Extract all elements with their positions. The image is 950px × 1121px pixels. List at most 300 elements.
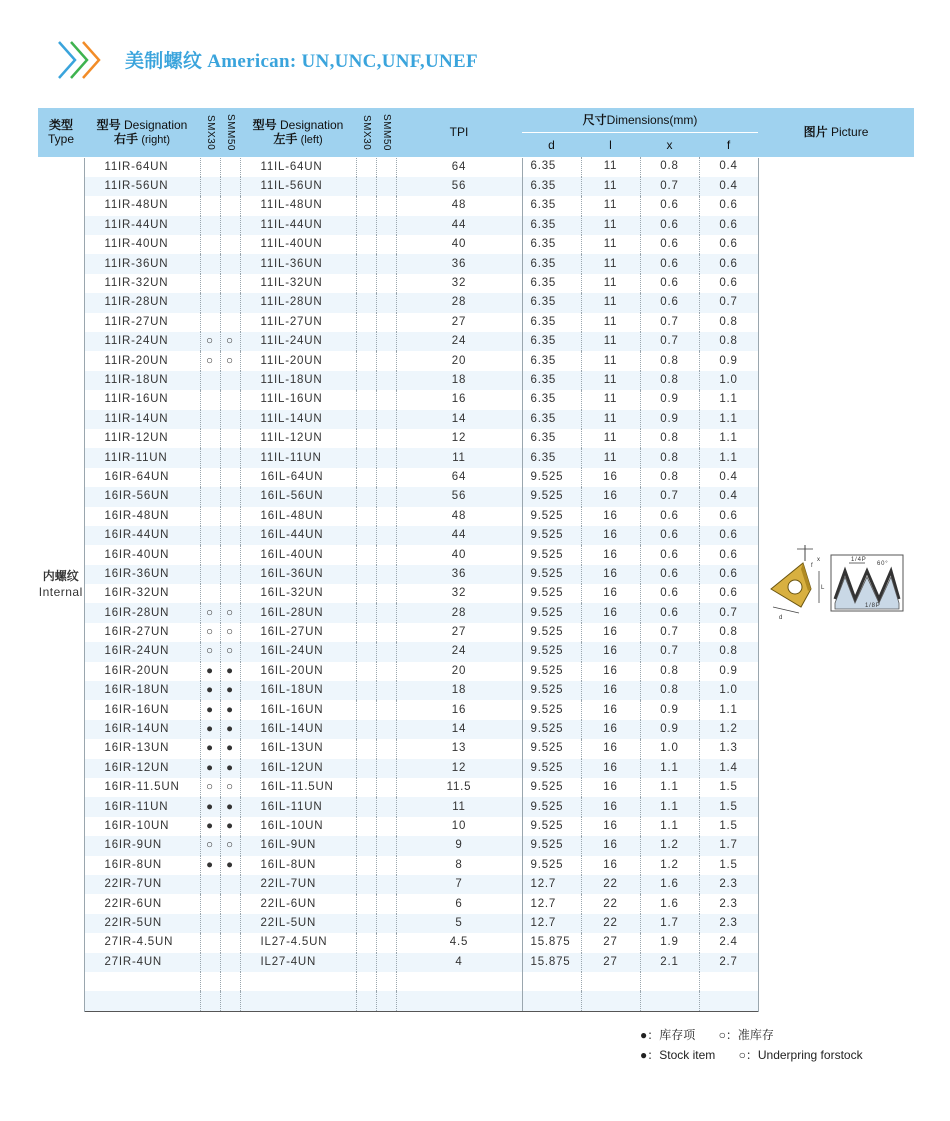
cell-designation-left <box>240 972 356 991</box>
cell-smx30-right <box>200 293 220 312</box>
cell-smm50-right <box>220 313 240 332</box>
cell-smx30-left <box>356 507 376 526</box>
cell-dim-d: 6.35 <box>522 254 581 273</box>
cell-designation-right: 11IR-16UN <box>104 393 169 406</box>
cell-dim-l: 16 <box>581 468 640 487</box>
cell-dim-x: 0.8 <box>640 662 699 681</box>
cell-smm50-left <box>376 410 396 429</box>
cell-tpi: 12 <box>451 432 467 445</box>
cell-smx30-left <box>356 953 376 972</box>
table-row <box>38 157 914 177</box>
cell-dim-l: 16 <box>581 584 640 603</box>
cell-smx30-right <box>200 507 220 526</box>
cell-smm50-right <box>220 565 240 584</box>
cell-smm50-right <box>220 972 240 991</box>
cell-dim-d: 9.525 <box>522 836 581 855</box>
cell-designation-left: 16IL-9UN <box>240 836 356 855</box>
cell-dim-f: 2.3 <box>699 894 758 913</box>
chevron-arrows-icon <box>55 38 115 82</box>
cell-smx30-left <box>356 817 376 836</box>
cell-designation-right: 16IR-10UN <box>104 819 170 832</box>
col-x: x <box>640 133 699 158</box>
cell-designation-right: 11IR-48UN <box>104 199 169 212</box>
cell-smx30-right: ○ <box>200 623 220 642</box>
cell-smm50-left <box>376 739 396 758</box>
cell-smx30-left <box>356 778 376 797</box>
cell-smx30-right <box>200 953 220 972</box>
cell-tpi: 4 <box>396 953 522 972</box>
cell-tpi: 9 <box>396 836 522 855</box>
cell-dim-f: 0.7 <box>699 603 758 622</box>
cell-dim-l: 16 <box>581 817 640 836</box>
cell-smx30-left <box>356 584 376 603</box>
col-l: l <box>581 133 640 158</box>
cell-smm50-right: ● <box>220 817 240 836</box>
table-body <box>38 157 914 1011</box>
cell-smx30-left <box>356 177 376 196</box>
cell-smm50-right <box>220 991 240 1011</box>
cell-dim-x: 0.9 <box>640 390 699 409</box>
cell-dim-x: 0.6 <box>640 603 699 622</box>
cell-dim-x: 0.7 <box>640 313 699 332</box>
cell-designation-left: IL27-4.5UN <box>260 936 328 949</box>
cell-dim-x: 1.1 <box>640 817 699 836</box>
col-d: d <box>522 133 581 158</box>
cell-dim-l: 11 <box>581 371 640 390</box>
cell-dim-x: 0.8 <box>640 371 699 390</box>
picture-cell <box>758 157 914 1011</box>
cell-dim-x: 0.6 <box>640 274 699 293</box>
cell-smx30-left <box>356 332 376 351</box>
cell-smx30-left <box>356 390 376 409</box>
cell-smm50-right <box>220 410 240 429</box>
cell-designation-left: 16IL-18UN <box>240 681 356 700</box>
cell-smx30-left <box>356 914 376 933</box>
cell-smm50-left <box>376 914 396 933</box>
cell-smx30-left <box>356 739 376 758</box>
cell-dim-f: 1.2 <box>699 720 758 739</box>
cell-dim-d: 6.35 <box>522 274 581 293</box>
cell-designation-left: 11IL-56UN <box>240 177 356 196</box>
cell-dim-l: 11 <box>581 293 640 312</box>
cell-smm50-left <box>376 856 396 875</box>
legend-stock-en: ●：Stock item <box>640 1048 716 1062</box>
cell-smm50-right <box>220 390 240 409</box>
cell-tpi: 11 <box>396 448 522 467</box>
cell-dim-f: 0.6 <box>699 254 758 273</box>
cell-designation-right <box>84 991 200 1011</box>
cell-tpi: 20 <box>451 354 467 367</box>
cell-smm50-left <box>376 235 396 254</box>
cell-designation-right: 16IR-27UN <box>104 626 170 639</box>
cell-smm50-left <box>376 526 396 545</box>
cell-smx30-left <box>356 700 376 719</box>
cell-dim-f: 0.6 <box>699 545 758 564</box>
cell-dim-f: 0.6 <box>699 216 758 235</box>
cell-designation-right: 16IR-48UN <box>104 509 170 522</box>
cell-tpi: 48 <box>451 199 467 212</box>
cell-dim-f: 1.1 <box>699 429 758 448</box>
cell-smm50-right: ● <box>220 759 240 778</box>
cell-smm50-left <box>376 487 396 506</box>
cell-smm50-right <box>220 914 240 933</box>
cell-designation-left: 11IL-16UN <box>260 393 323 406</box>
cell-dim-f: 1.1 <box>699 700 758 719</box>
header-row-1 <box>38 108 914 133</box>
cell-dim-f: 0.4 <box>699 487 758 506</box>
cell-smm50-left <box>376 817 396 836</box>
cell-dim-l: 11 <box>581 390 640 409</box>
cell-smm50-right <box>220 254 240 273</box>
cell-smm50-left <box>376 371 396 390</box>
cell-smm50-right <box>220 545 240 564</box>
cell-smm50-left <box>376 894 396 913</box>
cell-dim-l: 11 <box>581 332 640 351</box>
cell-tpi: 11.5 <box>446 781 472 794</box>
cell-smx30-left <box>356 351 376 370</box>
cell-designation-left: 16IL-27UN <box>260 626 324 639</box>
cell-smx30-right <box>200 875 220 894</box>
cell-dim-d: 9.525 <box>522 797 581 816</box>
cell-smm50-left <box>376 759 396 778</box>
cell-dim-d: 12.7 <box>522 914 581 933</box>
cell-smx30-left <box>356 313 376 332</box>
cell-designation-right: 16IR-44UN <box>84 526 200 545</box>
cell-designation-right: 16IR-32UN <box>104 587 170 600</box>
cell-smx30-left <box>356 875 376 894</box>
cell-smm50-right <box>220 933 240 952</box>
cell-tpi: 7 <box>396 875 522 894</box>
cell-designation-right: 22IR-5UN <box>84 914 200 933</box>
cell-smx30-left <box>356 196 376 215</box>
cell-dim-l: 11 <box>581 313 640 332</box>
cell-smx30-left <box>356 642 376 661</box>
cell-tpi: 16 <box>451 393 467 406</box>
cell-smx30-left <box>356 836 376 855</box>
cell-smx30-left <box>356 991 376 1011</box>
cell-dim-x: 0.9 <box>640 700 699 719</box>
cell-tpi: 48 <box>451 509 467 522</box>
cell-dim-d: 9.525 <box>522 739 581 758</box>
cell-dim-f: 0.6 <box>699 235 758 254</box>
cell-designation-left: 16IL-10UN <box>260 819 324 832</box>
cell-smx30-left <box>356 216 376 235</box>
cell-smm50-left <box>376 468 396 487</box>
cell-dim-f: 0.6 <box>699 274 758 293</box>
cell-dim-f: 0.4 <box>699 157 758 177</box>
cell-dim-x: 1.0 <box>640 739 699 758</box>
cell-dim-l: 16 <box>581 507 640 526</box>
cell-tpi: 27 <box>451 315 467 328</box>
col-designation-right: 型号 Designation 右手 (right) <box>84 108 200 157</box>
cell-dim-d: 9.525 <box>522 584 581 603</box>
cell-tpi: 44 <box>396 216 522 235</box>
cell-tpi: 20 <box>451 664 467 677</box>
cell-dim-f: 1.1 <box>699 390 758 409</box>
cell-smm50-right: ○ <box>220 836 240 855</box>
cell-dim-l <box>581 972 640 991</box>
cell-dim-l: 16 <box>581 642 640 661</box>
cell-dim-d: 9.525 <box>522 681 581 700</box>
cell-dim-l: 16 <box>581 720 640 739</box>
cell-designation-right: 16IR-18UN <box>84 681 200 700</box>
type-label-en: Internal <box>38 585 83 600</box>
cell-dim-d: 6.35 <box>522 313 581 332</box>
cell-dim-x: 0.7 <box>640 642 699 661</box>
cell-tpi: 27 <box>451 626 467 639</box>
cell-tpi: 40 <box>451 238 467 251</box>
cell-dim-d <box>522 972 581 991</box>
cell-dim-f: 0.8 <box>699 313 758 332</box>
cell-designation-right: 11IR-28UN <box>84 293 200 312</box>
cell-dim-x: 0.6 <box>640 254 699 273</box>
cell-designation-right: 16IR-9UN <box>84 836 200 855</box>
cell-designation-left: 22IL-6UN <box>260 897 317 910</box>
cell-dim-d: 6.35 <box>522 216 581 235</box>
cell-dim-x: 0.8 <box>640 468 699 487</box>
cell-designation-left: 16IL-11.5UN <box>260 781 334 794</box>
cell-designation-right: 22IR-7UN <box>84 875 200 894</box>
cell-designation-left: 11IL-11UN <box>240 448 356 467</box>
cell-smm50-right <box>220 177 240 196</box>
cell-smm50-right: ● <box>220 681 240 700</box>
cell-tpi <box>396 972 522 991</box>
col-picture: 图片 Picture <box>758 108 914 157</box>
cell-smx30-left <box>356 410 376 429</box>
cell-dim-l: 11 <box>581 235 640 254</box>
cell-designation-left: 22IL-7UN <box>240 875 356 894</box>
cell-dim-l: 11 <box>581 157 640 177</box>
cell-smm50-left <box>376 216 396 235</box>
cell-designation-left <box>240 991 356 1011</box>
cell-smm50-left <box>376 953 396 972</box>
cell-tpi: 11 <box>396 797 522 816</box>
cell-smx30-left <box>356 448 376 467</box>
cell-designation-right: 16IR-56UN <box>84 487 200 506</box>
cell-smx30-right: ○ <box>200 836 220 855</box>
cell-smx30-left <box>356 856 376 875</box>
cell-smm50-right <box>220 507 240 526</box>
cell-dim-x: 1.6 <box>640 875 699 894</box>
cell-tpi: 24 <box>396 642 522 661</box>
cell-smx30-right <box>200 216 220 235</box>
cell-smx30-right <box>200 991 220 1011</box>
cell-dim-l: 16 <box>581 836 640 855</box>
cell-dim-d: 6.35 <box>522 235 581 254</box>
cell-smm50-left <box>376 875 396 894</box>
cell-dim-x: 1.1 <box>640 778 699 797</box>
cell-designation-left: 22IL-5UN <box>240 914 356 933</box>
cell-smm50-right: ○ <box>220 351 240 370</box>
cell-dim-f: 0.8 <box>699 642 758 661</box>
cell-dim-x: 0.6 <box>640 235 699 254</box>
cell-dim-x: 0.9 <box>640 720 699 739</box>
cell-dim-d: 6.35 <box>522 390 581 409</box>
cell-dim-l: 16 <box>581 545 640 564</box>
cell-dim-x: 0.8 <box>640 157 699 177</box>
cell-dim-x: 0.7 <box>640 332 699 351</box>
cell-smx30-left <box>356 487 376 506</box>
cell-smx30-left <box>356 235 376 254</box>
cell-tpi: 36 <box>396 254 522 273</box>
cell-dim-f: 0.6 <box>699 584 758 603</box>
cell-tpi: 28 <box>396 603 522 622</box>
cell-dim-f: 1.1 <box>699 448 758 467</box>
cell-smm50-left <box>376 254 396 273</box>
cell-tpi: 6 <box>455 897 463 910</box>
cell-smm50-left <box>376 720 396 739</box>
cell-tpi: 32 <box>451 587 467 600</box>
cell-smm50-left <box>376 177 396 196</box>
svg-text:f: f <box>811 562 814 569</box>
cell-designation-right: 11IR-32UN <box>104 277 169 290</box>
cell-designation-right: 11IR-36UN <box>84 254 200 273</box>
cell-designation-left: 16IL-32UN <box>260 587 324 600</box>
cell-smx30-right: ● <box>200 662 220 681</box>
cell-designation-right: 16IR-64UN <box>104 470 170 483</box>
cell-smx30-right <box>200 157 220 177</box>
cell-smx30-right <box>200 565 220 584</box>
cell-designation-right: 11IR-12UN <box>104 432 169 445</box>
cell-dim-f <box>699 972 758 991</box>
cell-dim-f: 2.4 <box>699 933 758 952</box>
cell-designation-left: 16IL-28UN <box>240 603 356 622</box>
cell-dim-x: 0.8 <box>640 429 699 448</box>
cell-smm50-right <box>220 468 240 487</box>
cell-designation-left: 16IL-8UN <box>260 858 317 871</box>
cell-dim-f: 0.4 <box>699 177 758 196</box>
cell-designation-right: 27IR-4UN <box>84 953 200 972</box>
cell-dim-d: 9.525 <box>522 545 581 564</box>
cell-designation-right <box>84 972 200 991</box>
col-type: 类型 Type <box>38 108 84 157</box>
cell-smm50-right: ● <box>220 700 240 719</box>
cell-dim-d: 12.7 <box>522 875 581 894</box>
cell-dim-d: 6.35 <box>522 351 581 370</box>
cell-dim-d: 9.525 <box>522 856 581 875</box>
cell-dim-f: 1.4 <box>699 759 758 778</box>
cell-smx30-right <box>200 235 220 254</box>
cell-smx30-right: ○ <box>200 332 220 351</box>
cell-dim-f: 2.7 <box>699 953 758 972</box>
cell-dim-f: 0.6 <box>699 565 758 584</box>
cell-tpi <box>396 991 522 1011</box>
cell-smm50-right: ○ <box>220 778 240 797</box>
cell-designation-left: 16IL-64UN <box>260 470 324 483</box>
cell-designation-left: 11IL-18UN <box>240 371 356 390</box>
cell-designation-left: 16IL-24UN <box>240 642 356 661</box>
cell-tpi: 14 <box>396 410 522 429</box>
cell-smx30-left <box>356 254 376 273</box>
cell-dim-d: 9.525 <box>522 603 581 622</box>
cell-dim-d: 6.35 <box>522 293 581 312</box>
cell-dim-l: 11 <box>581 448 640 467</box>
cell-dim-l: 22 <box>581 875 640 894</box>
cell-tpi: 12 <box>396 759 522 778</box>
cell-tpi: 64 <box>451 470 467 483</box>
cell-smx30-left <box>356 681 376 700</box>
cell-designation-right: 16IR-28UN <box>84 603 200 622</box>
cell-dim-x: 1.7 <box>640 914 699 933</box>
cell-dim-f: 1.5 <box>699 856 758 875</box>
cell-smm50-right <box>220 293 240 312</box>
cell-smx30-right <box>200 914 220 933</box>
cell-smm50-left <box>376 351 396 370</box>
cell-smm50-left <box>376 991 396 1011</box>
cell-dim-d: 9.525 <box>522 507 581 526</box>
col-smx30-left: SMX30 <box>356 108 376 157</box>
cell-dim-l: 16 <box>581 487 640 506</box>
cell-dim-l: 16 <box>581 778 640 797</box>
cell-smm50-right: ○ <box>220 623 240 642</box>
cell-dim-f: 0.8 <box>699 623 758 642</box>
cell-smx30-left <box>356 293 376 312</box>
cell-dim-f: 0.6 <box>699 526 758 545</box>
cell-dim-d: 6.35 <box>522 371 581 390</box>
cell-tpi: 44 <box>396 526 522 545</box>
cell-designation-right: 16IR-16UN <box>104 703 170 716</box>
cell-designation-left: 16IL-16UN <box>260 703 324 716</box>
cell-smm50-left <box>376 662 396 681</box>
svg-text:60°: 60° <box>877 560 889 567</box>
cell-smm50-left <box>376 293 396 312</box>
cell-smx30-right: ● <box>200 759 220 778</box>
cell-smx30-right <box>200 545 220 564</box>
cell-dim-f: 1.0 <box>699 371 758 390</box>
cell-dim-l: 11 <box>581 177 640 196</box>
cell-smx30-right <box>200 972 220 991</box>
cell-designation-left: 11IL-44UN <box>240 216 356 235</box>
cell-smx30-left <box>356 565 376 584</box>
cell-smm50-right: ○ <box>220 642 240 661</box>
cell-designation-left: 11IL-36UN <box>240 254 356 273</box>
cell-smx30-right <box>200 933 220 952</box>
cell-tpi: 36 <box>396 565 522 584</box>
cell-dim-f: 0.9 <box>699 351 758 370</box>
cell-designation-left: 11IL-40UN <box>260 238 323 251</box>
cell-smm50-left <box>376 623 396 642</box>
cell-smm50-left <box>376 778 396 797</box>
legend-stock-cn: ●：库存项 <box>640 1028 696 1042</box>
cell-smm50-left <box>376 700 396 719</box>
cell-dim-l: 16 <box>581 856 640 875</box>
cell-tpi: 10 <box>451 819 467 832</box>
cell-dim-l: 16 <box>581 603 640 622</box>
cell-smx30-right <box>200 894 220 913</box>
cell-smx30-left <box>356 759 376 778</box>
cell-smx30-right <box>200 390 220 409</box>
cell-smm50-left <box>376 507 396 526</box>
cell-smx30-right: ● <box>200 797 220 816</box>
cell-designation-left: 11IL-24UN <box>240 332 356 351</box>
cell-designation-left: 11IL-20UN <box>260 354 323 367</box>
cell-tpi: 18 <box>396 681 522 700</box>
cell-smm50-right: ○ <box>220 332 240 351</box>
cell-tpi: 4.5 <box>449 936 469 949</box>
cell-tpi: 8 <box>455 858 463 871</box>
cell-dim-l: 16 <box>581 759 640 778</box>
legend <box>640 1025 863 1065</box>
cell-dim-x: 0.6 <box>640 526 699 545</box>
cell-dim-d: 9.525 <box>522 778 581 797</box>
cell-tpi: 64 <box>451 160 467 173</box>
cell-designation-right: 11IR-18UN <box>84 371 200 390</box>
cell-smx30-left <box>356 603 376 622</box>
cell-dim-d: 6.35 <box>522 448 581 467</box>
cell-designation-right: 16IR-12UN <box>84 759 200 778</box>
cell-smm50-right <box>220 894 240 913</box>
svg-text:d: d <box>779 614 784 621</box>
